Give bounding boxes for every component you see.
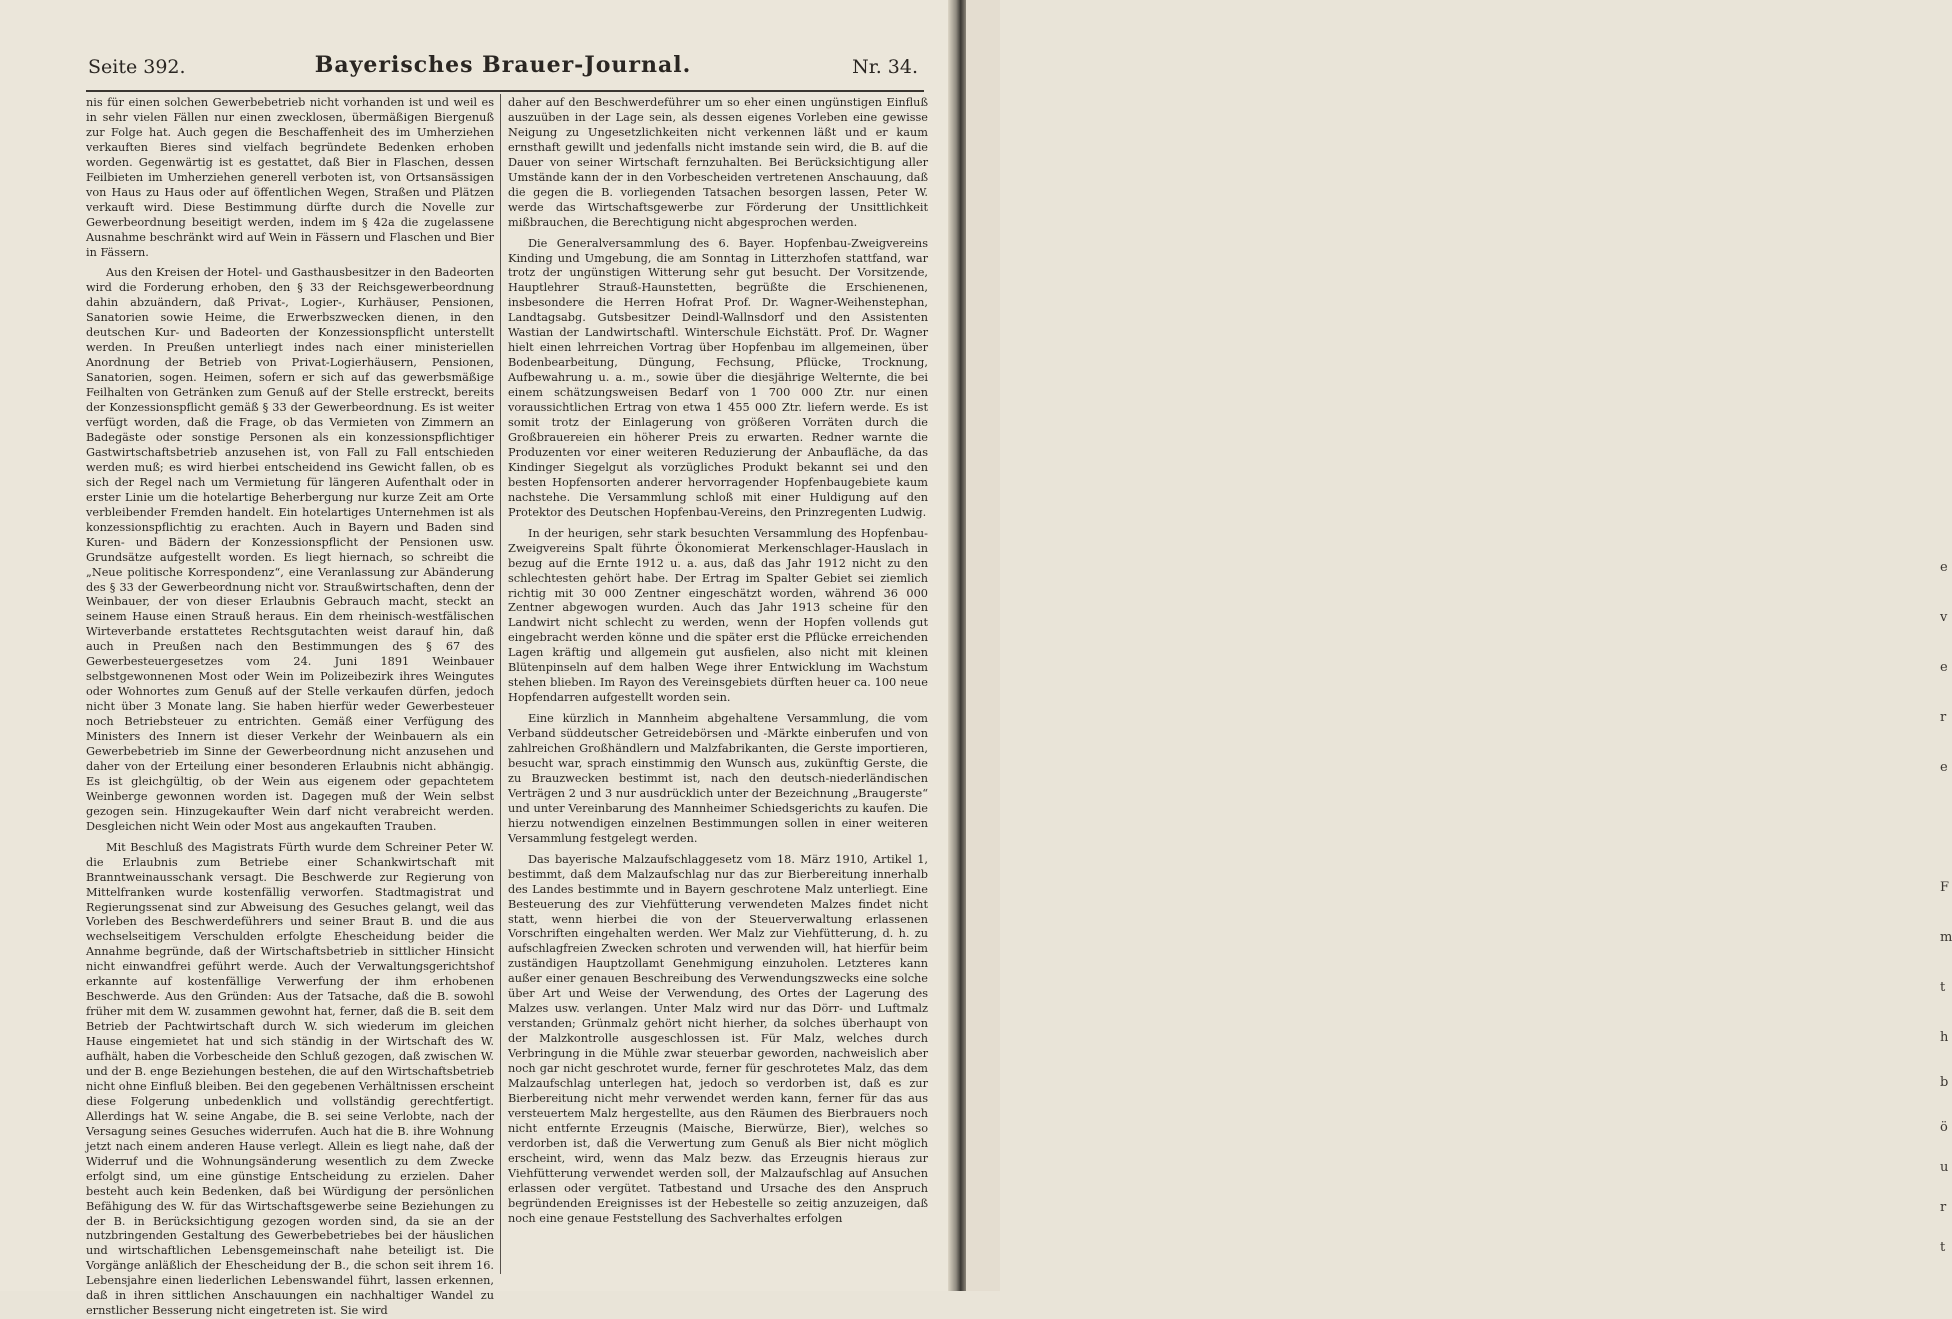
header-rule xyxy=(86,90,924,92)
bleed-letter: e xyxy=(1940,560,1948,575)
page-header xyxy=(88,52,918,82)
bleed-letter: r xyxy=(1940,710,1947,725)
bleed-letter: m xyxy=(1940,930,1952,945)
left-column xyxy=(86,96,494,1318)
bleed-letter: u xyxy=(1940,1160,1949,1175)
page-number: Seite 392. xyxy=(88,56,186,78)
page-fold-shadow xyxy=(948,0,966,1291)
bleed-letter: h xyxy=(1940,1030,1949,1045)
bleed-letter: F xyxy=(1940,880,1950,895)
article-paragraph: Die Generalversammlung des 6. Bayer. Hopfenbau-Zweigvereins Kinding und Umgebung, die am Sonntag in Litterzhofen stattfand, war trotz der ungünstigen Witterung sehr gut besucht. Der Vorsitzende, Hauptlehrer Strauß-Haunstetten, begrüßte die Erschienenen, insbesondere die Herren Hofrat Prof. Dr. Wagner-Weihenstephan, Landtagsabg. Gutsbesitzer Deindl-Wallnsdorf und den Assistenten Wastian der Landwirtschaftl. Winterschule Eichstätt. Prof. Dr. Wagner hielt einen lehrreichen Vortrag über Hopfenbau im allgemeinen, über Bodenbearbeitung, Düngung, Fechsung, Pflücke, Trocknung, Aufbewahrung u. a. m., sowie über die diesjährige Welternte, die bei einem schätzungsweisen Bedarf von 1 700 000 Ztr. nur einen voraussichtlichen Ertrag von etwa 1 455 000 Ztr. liefern werde. Es ist somit trotz der Einlagerung von größeren Vorräten durch die Großbrauereien ein höherer Preis zu erwarten. Redner warnte die Produzenten vor einer weiteren Reduzierung der Anbaufläche, da das Kindinger Siegelgut als vorzügliches Produkt bekannt sei und den besten Hopfensorten anderer hervorragender Hopfenbaugebiete kaum nachstehe. Die Versammlung schloß mit einer Huldigung auf den Protektor des Deutschen Hopfenbau-Vereins, den Prinzregenten Ludwig. xyxy=(508,236,928,519)
article-paragraph: nis für einen solchen Gewerbebetrieb nicht vorhanden ist und weil es in sehr vielen Fällen nur einen zwecklosen, übermäßigen Biergenuß zur Folge hat. Auch gegen die Beschaffenheit des im Umherziehen verkauften Bieres sind vielfach begründete Bedenken erhoben worden. Gegenwärtig ist es gestattet, daß Bier in Flaschen, dessen Feilbieten im Umherziehen generell verboten ist, von Ortsansässigen von Haus zu Haus oder auf öffentlichen Wegen, Straßen und Plätzen verkauft wird. Diese Bestimmung dürfte durch die Novelle zur Gewerbeordnung beseitigt werden, indem im § 42a die zugelassene Ausnahme beschränkt wird auf Wein in Fässern und Flaschen und Bier in Fässern. xyxy=(86,96,494,259)
bleed-letter: e xyxy=(1940,760,1948,775)
bleed-letter: t xyxy=(1940,1240,1946,1255)
article-paragraph: Aus den Kreisen der Hotel- und Gasthausbesitzer in den Badeorten wird die Forderung erhoben, den § 33 der Reichsgewerbeordnung dahin abzuändern, daß Privat-, Logier-, Kurhäuser, Pensionen, Sanatorien sowie Heime, die Erwerbszwecken dienen, in den deutschen Kur- und Badeorten der Konzessionspflicht unterstellt werden. In Preußen unterliegt indes nach einer ministeriellen Anordnung der Betrieb von Privat-Logierhäusern, Pensionen, Sanatorien, sogen. Heimen, sofern er sich auf das gewerbsmäßige Feilhalten von Getränken zum Genuß auf der Stelle erstreckt, bereits der Konzessionspflicht gemäß § 33 der Gewerbeordnung. Es ist weiter verfügt worden, daß die Frage, ob das Vermieten von Zimmern an Badegäste oder sonstige Personen als ein konzessionspflichtiger Gastwirtschaftsbetrieb anzusehen ist, von Fall zu Fall entschieden werden muß; es wird hierbei entscheidend ins Gewicht fallen, ob es sich der Regel nach um Vermietung für längeren Aufenthalt oder in erster Linie um die hotelartige Beherbergung nur kurze Zeit am Orte verbleibender Fremden handelt. Ein hotelartiges Unternehmen ist als konzessionspflichtig zu erachten. Auch in Bayern und Baden sind Kuren- und Bädern der Konzessionspflicht der Pensionen usw. Grundsätze aufgestellt worden. Es liegt hiernach, so schreibt die „Neue politische Korrespondenz“, eine Veranlassung zur Abänderung des § 33 der Gewerbeordnung nicht vor. Straußwirtschaften, denn der Weinbauer, der von dieser Erlaubnis Gebrauch macht, steckt an seinem Hause einen Strauß heraus. Ein dem rheinisch-westfälischen Wirteverbande erstattetes Rechtsgutachten weist darauf hin, daß auch in Preußen nach den Bestimmungen des § 67 des Gewerbesteuergesetzes vom 24. Juni 1891 Weinbauer selbstgewonnenen Most oder Wein im Polizeibezirk ihres Weingutes oder Wohnortes zum Genuß auf der Stelle verkaufen dürfen, jedoch nicht über 3 Monate lang. Sie haben hierfür weder Gewerbesteuer noch Betriebsteuer zu entrichten. Gemäß einer Verfügung des Ministers des Innern ist dieser Verkehr der Weinbauern als ein Gewerbebetrieb im Sinne der Gewerbeordnung nicht anzusehen und daher von der Erteilung einer besonderen Erlaubnis nicht abhängig. Es ist gleichgültig, ob der Wein aus eigenem oder gepachtetem Weinberge gewonnen worden ist. Dagegen muß der Wein selbst gezogen sein. Hinzugekaufter Wein darf nicht verabreicht werden. Desgleichen nicht Wein oder Most aus angekauften Trauben. xyxy=(86,266,494,833)
journal-title: Bayerisches Brauer-Journal. xyxy=(314,52,692,78)
article-paragraph: In der heurigen, sehr stark besuchten Versammlung des Hopfenbau-Zweigvereins Spalt führte Ökonomierat Merkenschlager-Hauslach in bezug auf die Ernte 1912 u. a. aus, daß das Jahr 1912 nicht zu den schlechtesten gehört habe. Der Ertrag im Spalter Gebiet sei ziemlich richtig mit 30 000 Zentner eingeschätzt worden, während 36 000 Zentner abgewogen wurden. Auch das Jahr 1913 scheine für den Landwirt nicht schlecht zu werden, wenn der Hopfen vollends gut eingebracht werden könne und die später erst die Pflücke erreichenden Lagen kräftig und allgemein gut ausfielen, also nicht mit kleinen Blütenpinseln auf dem halben Wege ihrer Entwicklung im Wachstum stehen blieben. Im Rayon des Vereinsgebiets dürften heuer ca. 100 neue Hopfendarren aufgestellt worden sein. xyxy=(508,526,928,705)
article-paragraph: Eine kürzlich in Mannheim abgehaltene Versammlung, die vom Verband süddeutscher Getreidebörsen und -Märkte einberufen und von zahlreichen Großhändlern und Malzfabrikanten, die Gerste importieren, besucht war, sprach einstimmig den Wunsch aus, zukünftig Gerste, die zu Brauzwecken bestimmt ist, nach den deutsch-niederländischen Verträgen 2 und 3 nur ausdrücklich unter der Bezeichnung „Braugerste“ und unter Vereinbarung des Mannheimer Schiedsgerichts zu kaufen. Die hierzu notwendigen einzelnen Bestimmungen sollen in einer weiteren Versammlung festgelegt werden. xyxy=(508,712,928,845)
bleed-letter: v xyxy=(1940,610,1948,625)
article-paragraph: Das bayerische Malzaufschlaggesetz vom 18. März 1910, Artikel 1, bestimmt, daß dem Malzaufschlag nur das zur Bierbereitung innerhalb des Landes bestimmte und in Bayern geschrotene Malz unterliegt. Eine Besteuerung des zur Viehfütterung verwendeten Malzes findet nicht statt, wenn hierbei die von der Steuerverwaltung erlassenen Vorschriften eingehalten werden. Wer Malz zur Viehfütterung, d. h. zu aufschlagfreien Zwecken schroten und verwenden will, hat hierfür beim zuständigen Hauptzollamt Genehmigung einzuholen. Letzteres kann außer einer genauen Beschreibung des Verwendungszwecks eine solche über Art und Weise der Verwendung, des Ortes der Lagerung des Malzes usw. verlangen. Unter Malz wird nur das Dörr- und Luftmalz verstanden; Grünmalz gehört nicht hierher, da solches überhaupt von der Malzkontrolle ausgeschlossen ist. Für Malz, welches durch Verbringung in die Mühle zwar steuerbar geworden, nachweislich aber noch gar nicht geschrotet wurde, ferner für geschrotetes Malz, das dem Malzaufschlag unterlegen hat, jedoch so verdorben ist, daß es zur Bierbereitung nicht mehr verwendet werden kann, ferner für das aus versteuertem Malz hergestellte, aus den Räumen des Bierbrauers noch nicht entfernte Erzeugnis (Maische, Bierwürze, Bier), welches so verdorben ist, daß die Verwertung zum Genuß als Bier nicht möglich erscheint, wird, wenn das Malz bezw. das Erzeugnis hieraus zur Viehfütterung verwendet werden soll, der Malzaufschlag auf Ansuchen erlassen oder vergütet. Tatbestand und Ursache des den Anspruch begründenden Ereignisses ist der Hebestelle so zeitig anzuzeigen, daß noch eine genaue Feststellung des Sachverhaltes erfolgen xyxy=(508,852,928,1225)
bleed-letter: r xyxy=(1940,1200,1947,1215)
column-divider xyxy=(500,94,501,1274)
article-paragraph: daher auf den Beschwerdeführer um so eher einen ungünstigen Einfluß auszuüben in der Lage sein, als dessen eigenes Vorleben eine gewisse Neigung zu Ungesetzlichkeiten nicht verkennen läßt und er kaum ernsthaft gewillt und jedenfalls nicht imstande sein wird, die B. auf die Dauer von seiner Wirtschaft fernzuhalten. Bei Berücksichtigung aller Umstände kann der in den Vorbescheiden vertretenen Anschauung, daß die gegen die B. vorliegenden Tatsachen besorgen lassen, Peter W. werde das Wirtschaftsgewerbe zur Förderung der Unsittlichkeit mißbrauchen, die Berechtigung nicht abgesprochen werden. xyxy=(508,96,928,229)
bleed-letter: e xyxy=(1940,660,1948,675)
issue-number: Nr. 34. xyxy=(852,56,918,78)
article-paragraph: Mit Beschluß des Magistrats Fürth wurde dem Schreiner Peter W. die Erlaubnis zum Betriebe einer Schankwirtschaft mit Branntweinausschank versagt. Die Beschwerde zur Regierung von Mittelfranken wurde kostenfällig verworfen. Stadtmagistrat und Regierungssenat sind zur Abweisung des Gesuches gelangt, weil das Vorleben des Beschwerdeführers und seiner Braut B. und die aus wechselseitigem Verschulden erfolgte Ehescheidung beider die Annahme begründe, daß der Wirtschaftsbetrieb in sittlicher Hinsicht nicht einwandfrei geführt werde. Auch der Verwaltungsgerichtshof erkannte auf kostenfällige Verwerfung der ihm erhobenen Beschwerde. Aus den Gründen: Aus der Tatsache, daß die B. sowohl früher mit dem W. zusammen gewohnt hat, ferner, daß die B. seit dem Betrieb der Pachtwirtschaft durch W. sich wiederum im gleichen Hause eingemietet hat und sich ständig in der Wirtschaft des W. aufhält, haben die Vorbescheide den Schluß gezogen, daß zwischen W. und der B. enge Beziehungen bestehen, die auf den Wirtschaftsbetrieb nicht ohne Einfluß bleiben. Bei den gegebenen Verhältnissen erscheint diese Folgerung unbedenklich und vollständig gerechtfertigt. Allerdings hat W. seine Angabe, die B. sei seine Verlobte, nach der Versagung seines Gesuches widerrufen. Auch hat die B. ihre Wohnung jetzt nach einem anderen Hause verlegt. Allein es liegt nahe, daß der Widerruf und die Wohnungsänderung wesentlich zu dem Zwecke erfolgt sind, um eine günstige Entscheidung zu erzielen. Daher besteht auch kein Bedenken, daß bei Würdigung der persönlichen Befähigung des W. für das Wirtschaftsgewerbe seine Beziehungen zu der B. in Berücksichtigung gezogen worden sind, da sie an der nutzbringenden Gestaltung des Gewerbebetriebes bei der häuslichen und wirtschaftlichen Lebensgemeinschaft nahe beteiligt ist. Die Vorgänge anläßlich der Ehescheidung der B., die schon seit ihrem 16. Lebensjahre einen liederlichen Lebenswandel führt, lassen erkennen, daß in ihren sittlichen Anschauungen ein nachhaltiger Wandel zu ernstlicher Besserung nicht eingetreten ist. Sie wird xyxy=(86,840,494,1318)
right-column xyxy=(508,96,928,1276)
next-page-edge xyxy=(966,0,1952,1291)
bleed-letter: t xyxy=(1940,980,1946,995)
bleed-letter: ö xyxy=(1940,1120,1948,1135)
bleed-letter: b xyxy=(1940,1075,1949,1090)
